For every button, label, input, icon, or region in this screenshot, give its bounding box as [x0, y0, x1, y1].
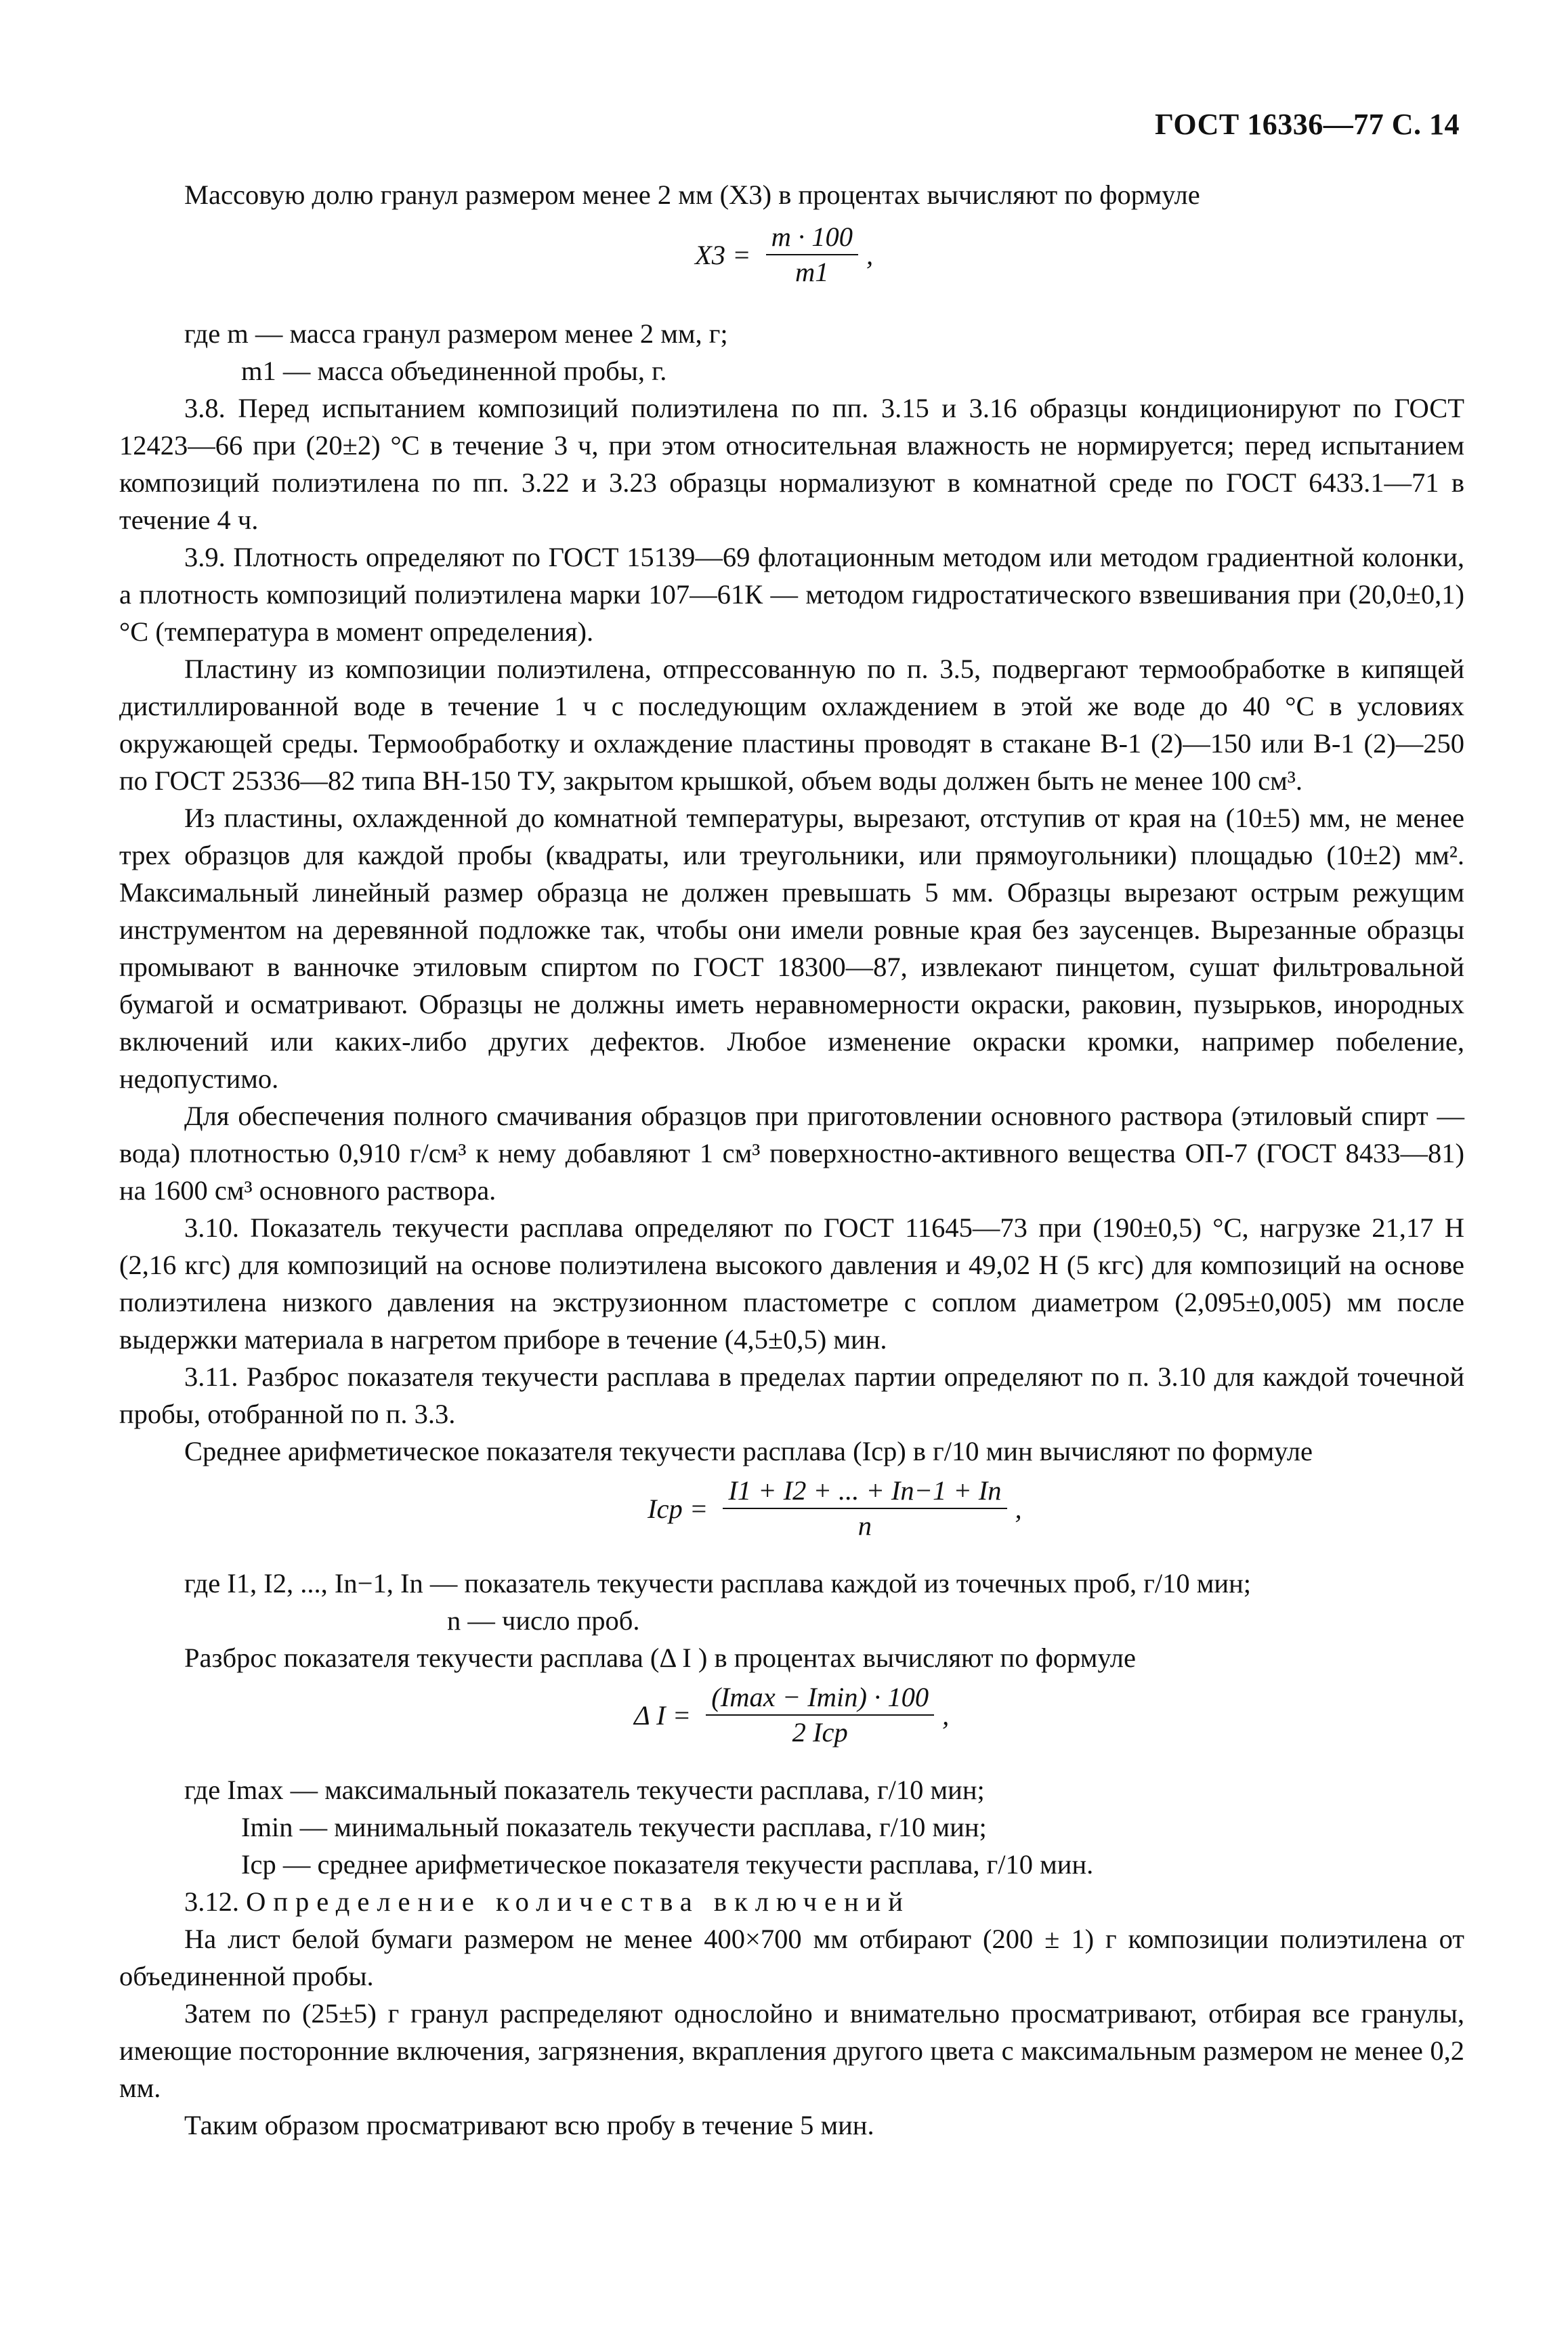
formula-x3: X3 = $\frac{m \cdot 100}{m1}$ , [119, 213, 1464, 315]
paragraph-3-12-b: Затем по (25±5) г гранул распределяют однослойно и внимательно просматривают, отбирая все гранулы, имеющие посторонние включения, загрязнения, вкрапления другого цвета с максимальным размером не менее 0,2 мм. [119, 1998, 1464, 2103]
page-body [119, 176, 1464, 2144]
legend-formula-3 [119, 1771, 1464, 1883]
legend-line: Imin — минимальный показатель текучести расплава, г/10 мин; [241, 1812, 987, 1842]
legend-line: где I1, I2, ..., In−1, In — показатель текучести расплава каждой из точечных проб, г/10 мин; [184, 1568, 1251, 1599]
formula-lhs: Iср [648, 1493, 683, 1524]
paragraph-3-11: 3.11. Разброс показателя текучести расплава в пределах партии определяют по п. 3.10 для каждой точечной пробы, отобранной по п. 3.3. [119, 1361, 1464, 1429]
legend-formula-2 [119, 1565, 1464, 1639]
formula-denominator: m1 [795, 257, 829, 287]
legend-line: где m — масса гранул размером менее 2 мм, г; [184, 318, 728, 349]
paragraph-3-12-c: Таким образом просматривают всю пробу в течение 5 мин. [184, 2110, 874, 2140]
formula-lhs: Δ I [634, 1699, 666, 1731]
formula-i-avg: Iср = $\frac{I1 + I2 + ... + In-1 + In}{n}$ , [119, 1470, 1464, 1565]
formula-denominator: 2 Iср [792, 1717, 848, 1748]
legend-line: Iср — среднее арифметическое показателя текучести расплава, г/10 мин. [241, 1849, 1094, 1880]
legend-line: n — число проб. [447, 1605, 640, 1636]
paragraph-3-8: 3.8. Перед испытанием композиций полиэтилена по пп. 3.15 и 3.16 образцы кондиционируют по ГОСТ 12423—66 при (20±2) °С в течение 3 ч, при этом относительная влажность не нормируется; перед испытанием композиций полиэтилена по пп. 3.22 и 3.23 образцы нормализуют в комнатной среде по ГОСТ 6433.1—71 в течение 4 ч. [119, 393, 1464, 535]
paragraph-3-9-d: Для обеспечения полного смачивания образцов при приготовлении основного раствора (этиловый спирт — вода) плотностью 0,910 г/см³ к нему добавляют 1 см³ поверхностно-активного вещества ОП-7 (ГОСТ 8433—81) на 1600 см³ основного раствора. [119, 1101, 1464, 1206]
legend-line: где Imax — максимальный показатель текучести расплава, г/10 мин; [184, 1775, 985, 1805]
paragraph-3-10: 3.10. Показатель текучести расплава определяют по ГОСТ 11645—73 при (190±0,5) °С, нагрузке 21,17 Н (2,16 кгс) для композиций на основе полиэтилена высокого давления и 49,02 Н (5 кгс) для композиций на основе полиэтилена низкого давления на экструзионном пластометре с соплом диаметром (2,095±0,005) мм после выдержки материала в нагретом приборе в течение (4,5±0,5) мин. [119, 1212, 1464, 1355]
formula-numerator: (Imax − Imin) · 100 [711, 1682, 929, 1712]
formula-lhs: X3 [695, 239, 725, 270]
page-header: ГОСТ 16336—77 С. 14 [1154, 108, 1460, 141]
paragraph-3-12-a: На лист белой бумаги размером не менее 400×700 мм отбирают (200 ± 1) г композиции полиэтилена от объединенной пробы. [119, 1924, 1464, 1991]
paragraph-3-11-c: Разброс показателя текучести расплава (Δ I ) в процентах вычисляют по формуле [184, 1643, 1136, 1673]
paragraph-3-9-b: Пластину из композиции полиэтилена, отпрессованную по п. 3.5, подвергают термообработке в кипящей дистиллированной воде в течение 1 ч с последующим охлаждением в этой же воде до 40 °С в условиях окружающей среды. Термообработку и охлаждение пластины проводят в стакане В-1 (2)—150 или В-1 (2)—250 по ГОСТ 25336—82 типа ВН-150 ТУ, закрытом крышкой, объем воды должен быть не менее 100 см³. [119, 654, 1464, 796]
section-title: Определение количества включений [246, 1886, 910, 1917]
section-number: 3.12. [184, 1886, 239, 1917]
paragraph-3-11-b: Среднее арифметическое показателя текучести расплава (Iср) в г/10 мин вычисляют по формуле [184, 1436, 1313, 1466]
formula-denominator: n [857, 1510, 872, 1541]
paragraph-3-9-c: Из пластины, охлажденной до комнатной температуры, вырезают, отступив от края на (10±5) мм, не менее трех образцов для каждой пробы (квадраты, или треугольники, или прямоугольники) площадью (10±2) мм². Максимальный линейный размер образца не должен превышать 5 мм. Образцы вырезают острым режущим инструментом на деревянной подложке так, чтобы они имели ровные края без заусенцев. Вырезанные образцы промывают в ванночке этиловым спиртом по ГОСТ 18300—87, извлекают пинцетом, сушат фильтровальной бумагой и осматривают. Образцы не должны иметь неравномерности окраски, раковин, пузырьков, инородных включений или каких-либо других дефектов. Любое изменение окраски кромки, например побеление, недопустимо. [119, 803, 1464, 1094]
formula-numerator: m · 100 [771, 221, 853, 252]
legend-line: m1 — масса объединенной пробы, г. [241, 356, 667, 386]
formula-numerator: I1 + I2 + ... + In−1 + In [728, 1475, 1002, 1506]
paragraph-3-9: 3.9. Плотность определяют по ГОСТ 15139—69 флотационным методом или методом градиентной колонки, а плотность композиций полиэтилена марки 107—61К — методом гидростатического взвешивания при (20,0±0,1) °С (температура в момент определения). [119, 542, 1464, 647]
legend-formula-1 [119, 315, 1464, 389]
formula-delta-i: Δ I = $\frac{(Imax - Imin) \cdot 100}{\text{2 Iср}}$ , [119, 1676, 1464, 1771]
paragraph-intro: Массовую долю гранул размером менее 2 мм (X3) в процентах вычисляют по формуле [184, 179, 1200, 210]
paragraph-3-12-heading [119, 1883, 1464, 1920]
